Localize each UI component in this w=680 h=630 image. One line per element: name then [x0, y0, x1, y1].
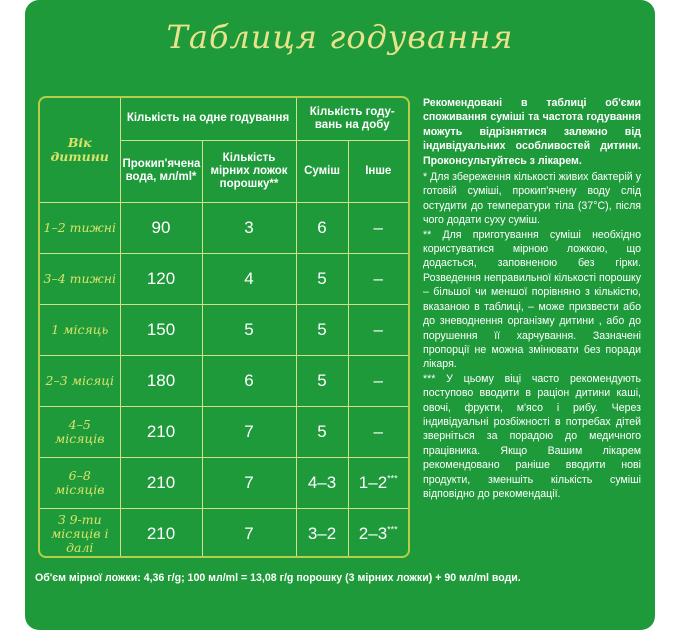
other-cell: – — [348, 253, 408, 304]
other-cell: – — [348, 355, 408, 406]
scoops-cell: 6 — [202, 355, 296, 406]
note-3: *** У цьому віці часто рекомендують поступово вводити в раціон дитини каші, овочі, фрукти, м'ясо і рибу. Через індивідуальні розбіжності в потребах дітей зверніться за порадою до медичного працівника. Якщо Вашим лікарем рекомендовано раніше вводити нові продукти, зменшіть кількість суміші відповідно до рекомендації. — [423, 372, 641, 500]
other-cell: – — [348, 406, 408, 457]
formula-cell: 5 — [296, 355, 348, 406]
scoops-cell: 3 — [202, 202, 296, 253]
formula-cell: 5 — [296, 406, 348, 457]
other-cell: – — [348, 304, 408, 355]
header-water: Прокип'ячена вода, мл/ml* — [120, 140, 202, 202]
scoops-cell: 4 — [202, 253, 296, 304]
notes — [423, 96, 641, 501]
water-cell: 210 — [120, 508, 202, 558]
water-cell: 210 — [120, 457, 202, 508]
table-row — [40, 355, 408, 406]
age-cell: 1 місяць — [40, 304, 120, 355]
age-cell: З 9-ти місяців і далі — [40, 508, 120, 558]
formula-cell: 3–2 — [296, 508, 348, 558]
scoops-cell: 7 — [202, 406, 296, 457]
water-cell: 90 — [120, 202, 202, 253]
header-other: Інше — [348, 140, 408, 202]
feeding-table — [38, 96, 410, 558]
scoops-cell: 5 — [202, 304, 296, 355]
header-formula: Суміш — [296, 140, 348, 202]
scoops-cell: 7 — [202, 508, 296, 558]
scoop-volume-footer: Об'єм мірної ложки: 4,36 г/g; 100 мл/ml = 13,08 г/g порошку (3 мірних ложки) + 90 мл/ml води. — [35, 572, 521, 584]
page-title: Таблиця годування — [166, 18, 514, 56]
formula-cell: 6 — [296, 202, 348, 253]
water-cell: 180 — [120, 355, 202, 406]
header-feedings-per-day: Кількість году-вань на добу — [296, 98, 408, 140]
other-cell: 1–2*** — [348, 457, 408, 508]
formula-cell: 5 — [296, 304, 348, 355]
age-cell: 2–3 місяці — [40, 355, 120, 406]
water-cell: 150 — [120, 304, 202, 355]
header-qty-per-feeding: Кількість на одне годування — [120, 98, 296, 140]
age-cell: 6–8 місяців — [40, 457, 120, 508]
table-row — [40, 457, 408, 508]
recommendation-text: Рекомендовані в таблиці об'єми споживання суміші та частота годування можуть відрізнятися залежно від індивідуальних особливостей дитини. Проконсультуйтесь з лікарем. — [423, 97, 641, 167]
age-cell: 3–4 тижні — [40, 253, 120, 304]
table-row — [40, 202, 408, 253]
formula-cell: 4–3 — [296, 457, 348, 508]
header-scoops: Кількість мірних ложок порошку** — [202, 140, 296, 202]
table-row — [40, 304, 408, 355]
header-age: Вік дитини — [40, 98, 120, 202]
table-row — [40, 253, 408, 304]
note-1: * Для збереження кількості живих бактерій у готовій суміші, прокип'ячену воду слід остудити до температури тіла (37°С), після чого додати суху суміш. — [423, 171, 641, 227]
water-cell: 210 — [120, 406, 202, 457]
table-row — [40, 406, 408, 457]
scoops-cell: 7 — [202, 457, 296, 508]
table-row — [40, 508, 408, 558]
note-2: ** Для приготування суміші необхідно користуватися мірною ложкою, що додається, заповненою без гірки. Розведення неправильної кількості порошку – більшої чи меншої порівняно з кількістю, вказаною в таблиці, – може призвести або до зневоднення організму дитини , або до порушення її харчування. Зазначені пропорції не можна змінювати без поради лікаря. — [423, 228, 641, 371]
water-cell: 120 — [120, 253, 202, 304]
other-cell: – — [348, 202, 408, 253]
other-cell: 2–3*** — [348, 508, 408, 558]
formula-cell: 5 — [296, 253, 348, 304]
feeding-panel — [25, 0, 655, 630]
age-cell: 1–2 тижні — [40, 202, 120, 253]
age-cell: 4–5 місяців — [40, 406, 120, 457]
